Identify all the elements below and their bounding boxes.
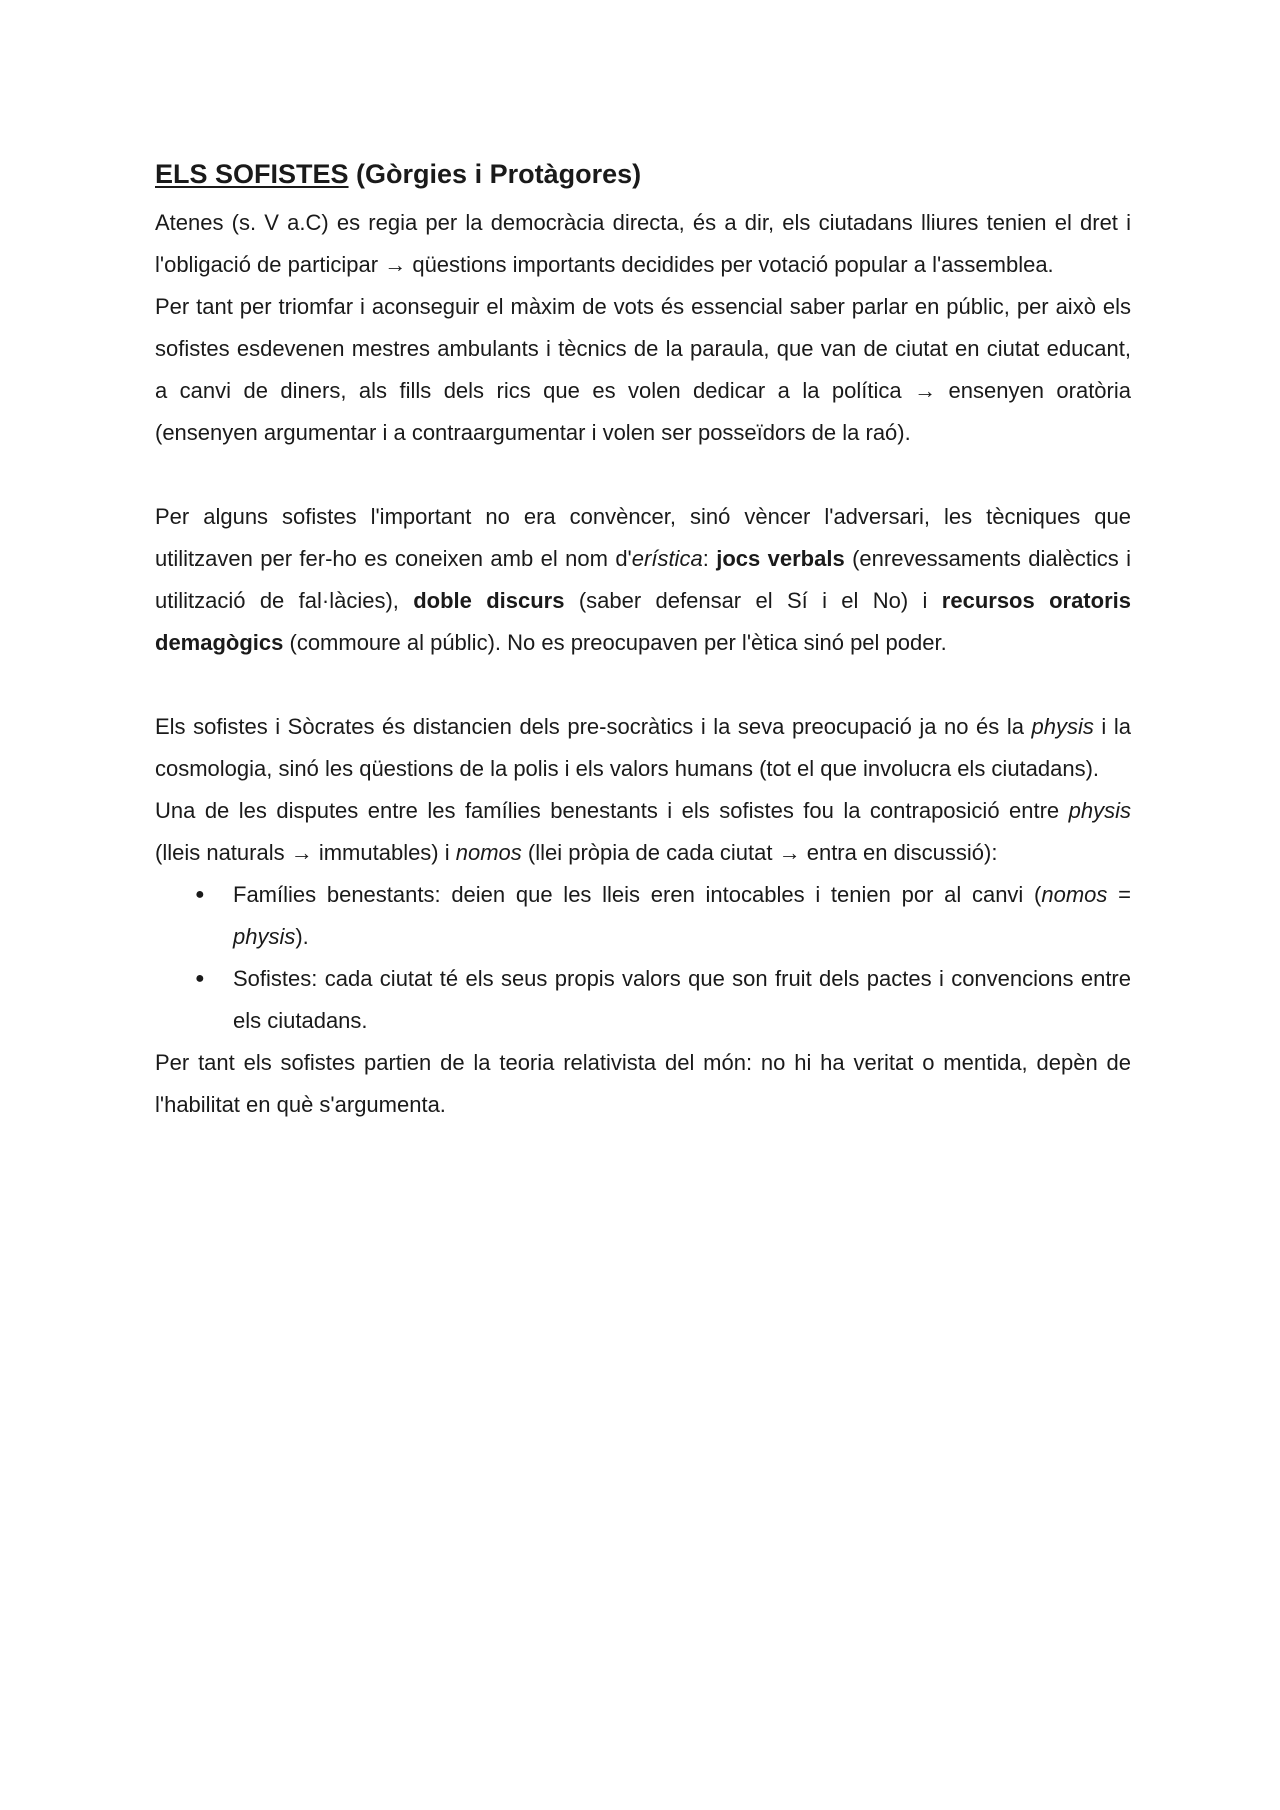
paragraph-spacer — [155, 454, 1131, 496]
text-run: ). — [295, 924, 309, 949]
bullet-icon: ● — [195, 970, 205, 987]
paragraph-socrates — [155, 706, 1131, 790]
title-main: ELS SOFISTES — [155, 159, 349, 189]
bullet-list — [155, 874, 1131, 1042]
italic-term-nomos: nomos — [455, 840, 522, 865]
bullet-icon: ● — [195, 886, 205, 903]
text-run: Els sofistes i Sòcrates és distancien dels pre-socràtics i la seva preocupació ja no és la — [155, 714, 1032, 739]
text-run: Famílies benestants: deien que les lleis eren intocables i tenien por al canvi ( — [233, 882, 1042, 907]
paragraph-physis-nomos — [155, 790, 1131, 874]
list-item — [155, 958, 1131, 1042]
italic-term-eristica: erística — [631, 546, 703, 571]
text-run: i la cosmologia, sinó les qüestions de la polis i els valors humans (tot el que involucra els ciutadans). — [155, 714, 1131, 781]
paragraph-athens-democracy: Atenes (s. V a.C) es regia per la democràcia directa, és a dir, els ciutadans lliures tenien el dret i l'obligació de participar → qüestions importants decidides per votació popular a l'assemblea. — [155, 210, 1131, 277]
text-run: (saber defensar el Sí i el No) i — [564, 588, 942, 613]
page-title — [155, 150, 1131, 198]
italic-term-physis: physis — [1031, 714, 1094, 739]
text-run: (commoure al públic). No es preocupaven per l'ètica sinó pel poder. — [283, 630, 947, 655]
bold-term-jocs-verbals: jocs verbals — [716, 546, 845, 571]
bold-term-recursos-oratoris: recursos oratoris demagògics — [155, 588, 1131, 655]
italic-term-nomos: nomos — [1041, 882, 1108, 907]
italic-term-physis: physis — [233, 924, 296, 949]
text-run: Sofistes: cada ciutat té els seus propis valors que son fruit dels pactes i convencions entre els ciutadans. — [233, 966, 1131, 1033]
text-run: Una de les disputes entre les famílies benestants i els sofistes fou la contraposició entre — [155, 798, 1069, 823]
document-body — [155, 150, 1131, 1126]
italic-term-physis: physis — [1068, 798, 1131, 823]
paragraph-relativism: Per tant els sofistes partien de la teoria relativista del món: no hi ha veritat o mentida, depèn de l'habilitat en què s'argumenta. — [155, 1050, 1131, 1117]
text-run: Per alguns sofistes l'important no era convèncer, sinó vèncer l'adversari, les tècniques que utilitzaven per fer-ho es coneixen amb el nom d' — [155, 504, 1131, 571]
paragraph-sophists-teachers: Per tant per triomfar i aconseguir el màxim de vots és essencial saber parlar en públic, per això els sofistes esdevenen mestres ambulants i tècnics de la paraula, que van de ciutat en ciutat educant, a canvi de diners, als fills dels rics que es volen dedicar a la política → ensenyen oratòria (ensenyen argumentar i a contraargumentar i volen ser posseïdors de la raó). — [155, 294, 1131, 445]
paragraph-eristics — [155, 496, 1131, 664]
text-run: : — [702, 546, 717, 571]
title-subtitle: (Gòrgies i Protàgores) — [348, 159, 642, 189]
paragraph-spacer — [155, 664, 1131, 706]
bold-term-doble-discurs: doble discurs — [413, 588, 565, 613]
text-run: = — [1107, 882, 1131, 907]
text-run: (llei pròpia de cada ciutat → entra en discussió): — [521, 840, 998, 865]
list-item — [155, 874, 1131, 958]
text-run: (lleis naturals → immutables) i — [155, 840, 456, 865]
text-run: (enrevessaments dialèctics i utilització de fal·làcies), — [155, 546, 1131, 613]
